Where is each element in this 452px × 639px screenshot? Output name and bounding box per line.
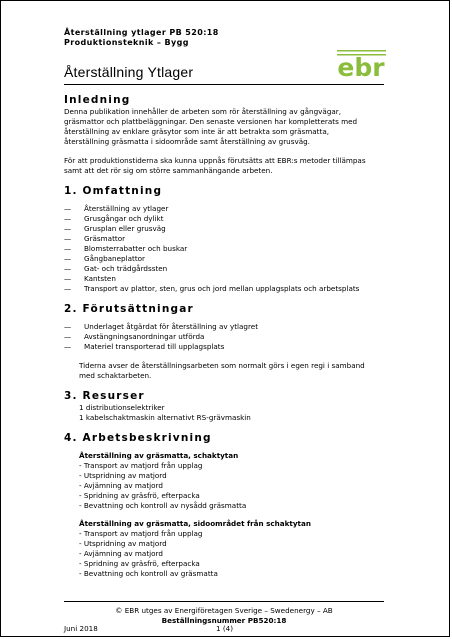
text-line: samt att det rör sig om större sammanhängande arbeten.: [64, 166, 273, 175]
header-category: Produktionsteknik – Bygg: [64, 38, 189, 47]
list-item: - Spridning av gräsfrö, efterpacka: [79, 559, 200, 568]
list-item: - Transport av matjord från upplag: [79, 461, 203, 470]
paragraph: [64, 156, 394, 176]
text-line: För att produktionstiderna ska kunna uppnås förutsätts att EBR:s metoder tillämpas: [64, 156, 366, 165]
footer-order-number: Beställningsnummer PB520:18: [161, 616, 287, 625]
header-doc-id: Återställning ytlager PB 520:18: [64, 28, 219, 37]
text-line: gräsmattor och plattbeläggningar. Den senaste versionen har kompletterats med: [64, 117, 358, 126]
list-item: — Transport av plattor, sten, grus och jord mellan upplagsplats och arbetsplats: [64, 284, 394, 294]
paragraph: [64, 107, 394, 147]
section-heading: 3. Resurser: [64, 390, 145, 402]
list-item: — Återställning av ytlager: [64, 204, 394, 214]
list-item: — Grusplan eller grusväg: [64, 224, 394, 234]
section-introduction: [64, 94, 394, 176]
section-heading: 4. Arbetsbeskrivning: [64, 432, 212, 444]
list-item: - Utspridning av matjord: [79, 539, 167, 548]
subsection-heading: Återställning av gräsmatta, sidoområdet från schaktytan: [79, 519, 311, 528]
list-item: — Gångbaneplattor: [64, 254, 394, 264]
section-heading: Inledning: [64, 94, 131, 106]
document-header: [64, 28, 219, 48]
list-item: — Blomsterrabatter och buskar: [64, 244, 394, 254]
text-line: återställning gräsmatta i sidoområde samt återställning av grusväg.: [64, 137, 310, 146]
list-item: - Spridning av gräsfrö, efterpacka: [79, 491, 200, 500]
paragraph: [64, 403, 394, 423]
section-scope: [64, 185, 394, 294]
page-number: 1 (4): [216, 624, 234, 633]
footer-divider: [64, 601, 384, 602]
list-item: - Avjämning av matjord: [79, 481, 163, 490]
subsection-heading: Återställning av gräsmatta, schaktytan: [79, 451, 239, 460]
list-item: — Grusgångar och dylikt: [64, 214, 394, 224]
list-item: - Utspridning av matjord: [79, 471, 167, 480]
footer: [64, 606, 384, 626]
list-item: - Avjämning av matjord: [79, 549, 163, 558]
logo-text: ebr: [337, 53, 385, 79]
prerequisites-list: [64, 322, 394, 352]
list-item: — Gat- och trädgårdssten: [64, 264, 394, 274]
document-body: [64, 94, 394, 579]
list-item: — Underlaget åtgärdat för återställning av ytlagret: [64, 322, 394, 332]
list-item: — Gräsmattor: [64, 234, 394, 244]
work-step-list: [64, 529, 394, 579]
page-title: Återställning Ytlager: [64, 64, 194, 80]
text-line: Denna publikation innehåller de arbeten som rör återställning av gångvägar,: [64, 107, 342, 116]
list-item: - Bevattning och kontroll av gräsmatta: [79, 569, 218, 578]
section-heading: 2. Förutsättningar: [64, 303, 194, 315]
list-item: — Kantsten: [64, 274, 394, 284]
paragraph: [64, 361, 394, 381]
list-item: — Materiel transporterad till upplagsplats: [64, 342, 394, 352]
text-line: 1 kabelschaktmaskin alternativt RS-grävmaskin: [79, 413, 251, 422]
list-item: - Bevattning och kontroll av nysådd gräsmatta: [79, 501, 247, 510]
footer-date: Juni 2018: [64, 624, 98, 633]
scope-list: [64, 204, 394, 294]
list-item: — Avstängningsanordningar utförda: [64, 332, 394, 342]
list-item: - Transport av matjord från upplag: [79, 529, 203, 538]
text-line: 1 distributionselektriker: [79, 403, 165, 412]
footer-copyright: © EBR utges av Energiföretagen Sverige – Swedenergy – AB: [115, 606, 333, 615]
work-step-list: [64, 461, 394, 511]
section-heading: 1. Omfattning: [64, 185, 163, 197]
title-divider: [64, 84, 384, 85]
section-prerequisites: [64, 303, 394, 381]
text-line: återställning av enklare gräsytor som inte är att betrakta som gräsmatta,: [64, 127, 330, 136]
section-resources: [64, 390, 394, 423]
ebr-logo: [334, 44, 389, 79]
section-work-description: [64, 432, 394, 579]
text-line: med schaktarbeten.: [79, 371, 152, 380]
text-line: Tiderna avser de återställningsarbeten som normalt görs i egen regi i samband: [79, 361, 365, 370]
